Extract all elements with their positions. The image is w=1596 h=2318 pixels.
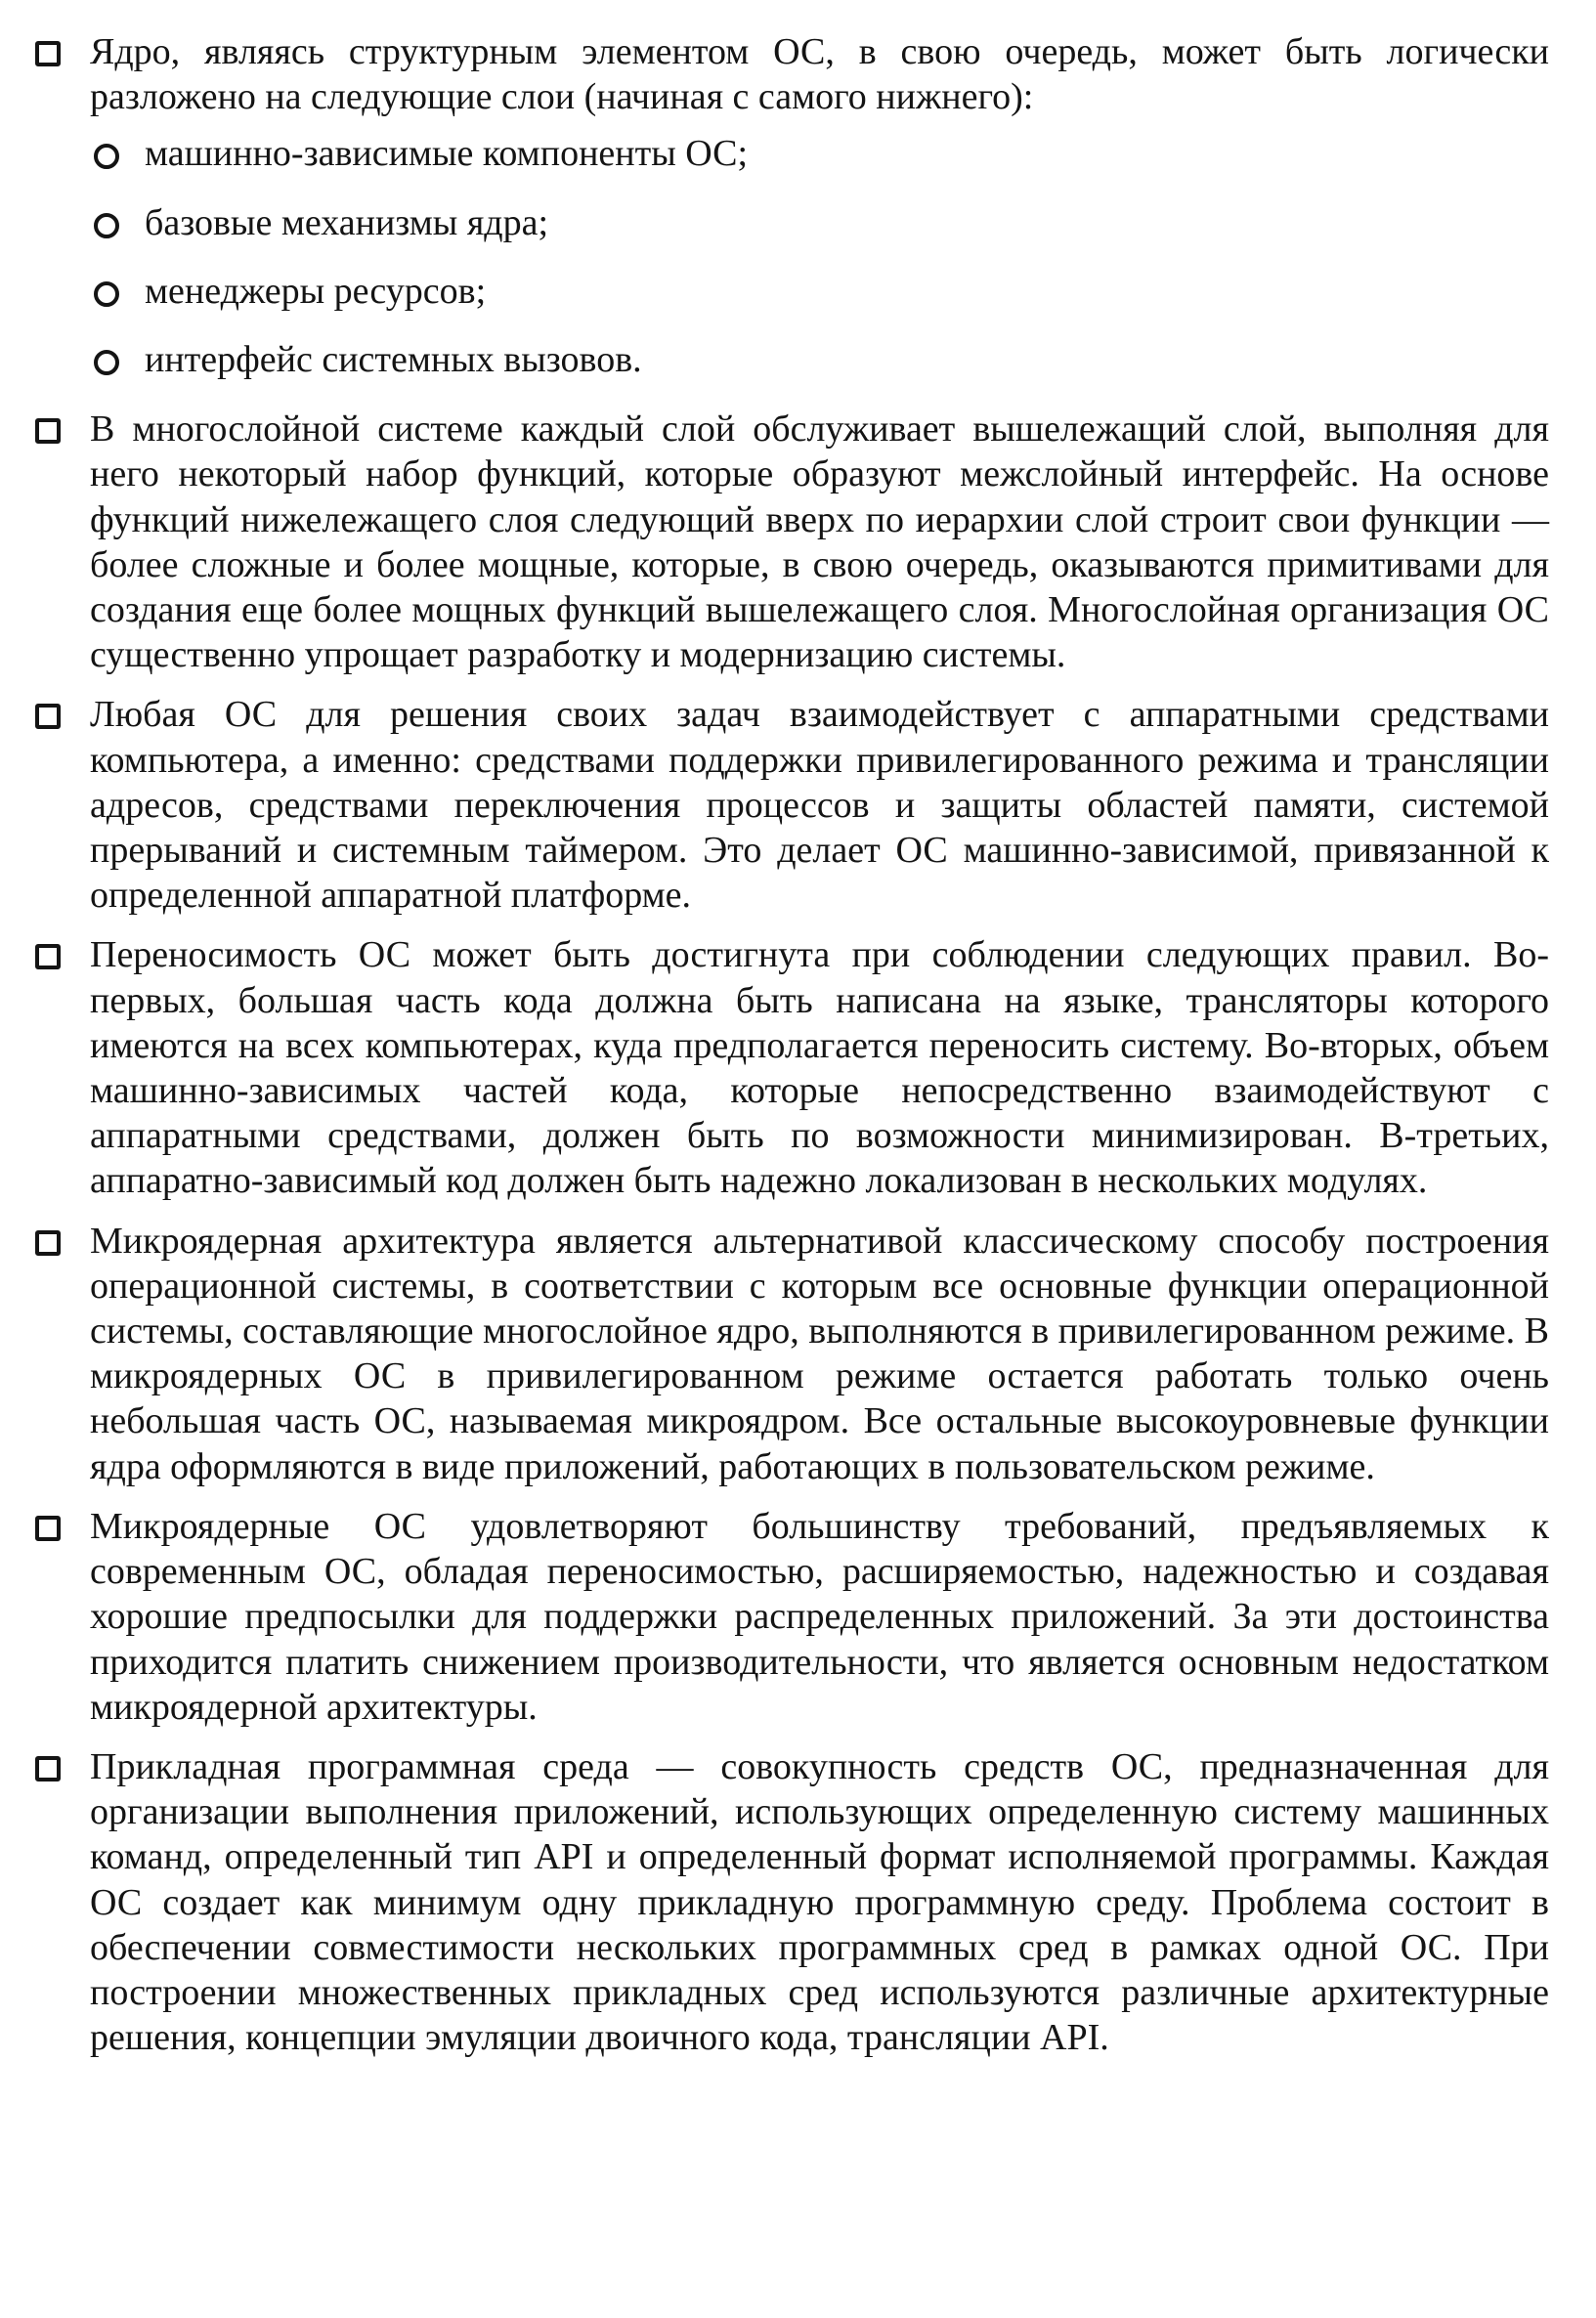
sublist-item-text: интерфейс системных вызовов. xyxy=(145,339,642,381)
sublist-item xyxy=(90,131,1549,176)
list-item xyxy=(29,692,1549,918)
list-item xyxy=(29,1744,1549,2060)
paragraph: Ядро, являясь структурным элементом ОС, в свою очередь, может быть логически разложено на следующие слои (начиная с самого нижнего): xyxy=(90,31,1549,118)
sublist-item-text: базовые механизмы ядра; xyxy=(145,201,549,243)
list-item xyxy=(29,29,1549,382)
checkbox-bullet-icon xyxy=(35,41,61,66)
paragraph: В многослойной системе каждый слой обслуживает вышележащий слой, выполняя для него некоторый набор функций, которые образуют межслойный интерфейс. На основе функций нижележащего слоя следующий вверх по иерархии слой строит свои функции — более сложные и более мощные, которые, в свою очередь, оказываются примитивами для создания еще более мощных функций вышележащего слоя. Многослойная организация ОС существенно упрощает разработку и модернизацию системы. xyxy=(90,408,1549,676)
circle-bullet-icon xyxy=(94,281,119,307)
document-page xyxy=(29,29,1549,2075)
checkbox-bullet-icon xyxy=(35,1230,61,1256)
list-item xyxy=(29,407,1549,677)
list-item xyxy=(29,932,1549,1203)
paragraph: Прикладная программная среда — совокупность средств ОС, предназначенная для организации выполнения приложений, использующих определенную систему машинных команд, определенный тип API и определенный формат исполняемой программы. Каждая ОС создает как минимум одну прикладную программную среду. Проблема состоит в обеспечении совместимости нескольких программных сред в рамках одной ОС. При построении множественных прикладных сред используются различные архитектурные решения, концепции эмуляции двоичного кода, трансляции API. xyxy=(90,1745,1549,2059)
sublist-item xyxy=(90,337,1549,382)
sublist-item xyxy=(90,269,1549,314)
circle-bullet-icon xyxy=(94,144,119,169)
sublist xyxy=(90,131,1549,382)
list-item xyxy=(29,1219,1549,1489)
checkbox-bullet-icon xyxy=(35,1516,61,1541)
paragraph: Микроядерные ОС удовлетворяют большинству требований, предъявляемых к современным ОС, обладая переносимостью, расширяемостью, надежностью и создавая хорошие предпосылки для поддержки распределенных приложений. За эти достоинства приходится платить снижением производительности, что является основным недостатком микроядерной архитектуры. xyxy=(90,1505,1549,1728)
circle-bullet-icon xyxy=(94,213,119,238)
paragraph: Микроядерная архитектура является альтернативой классическому способу построения операционной системы, в соответствии с которым все основные функции операционной системы, составляющие многослойное ядро, выполняются в привилегированном режиме. В микроядерных ОС в привилегированном режиме остается работать только очень небольшая часть ОС, называемая микроядром. Все остальные высокоуровневые функции ядра оформляются в виде приложений, работающих в пользовательском режиме. xyxy=(90,1220,1549,1487)
paragraph: Переносимость ОС может быть достигнута при соблюдении следующих правил. Во-первых, большая часть кода должна быть написана на языке, трансляторы которого имеются на всех компьютерах, куда предполагается переносить систему. Во-вторых, объем машинно-зависимых частей кода, которые непосредственно взаимодействуют с аппаратными средствами, должен быть по возможности минимизирован. В-третьих, аппаратно-зависимый код должен быть надежно локализован в нескольких модулях. xyxy=(90,934,1549,1202)
checkbox-bullet-icon xyxy=(35,704,61,729)
sublist-item xyxy=(90,200,1549,245)
checkbox-bullet-icon xyxy=(35,1756,61,1781)
circle-bullet-icon xyxy=(94,350,119,375)
sublist-item-text: менеджеры ресурсов; xyxy=(145,270,487,312)
paragraph: Любая ОС для решения своих задач взаимодействует с аппаратными средствами компьютера, а именно: средствами поддержки привилегированного режима и трансляции адресов, средствами переключения процессов и защиты областей памяти, системой прерываний и системным таймером. Это делает ОС машинно-зависимой, привязанной к определенной аппаратной платформе. xyxy=(90,694,1549,917)
checkbox-bullet-icon xyxy=(35,418,61,444)
list-item xyxy=(29,1504,1549,1730)
checkbox-bullet-icon xyxy=(35,944,61,969)
sublist-item-text: машинно-зависимые компоненты ОС; xyxy=(145,133,749,175)
